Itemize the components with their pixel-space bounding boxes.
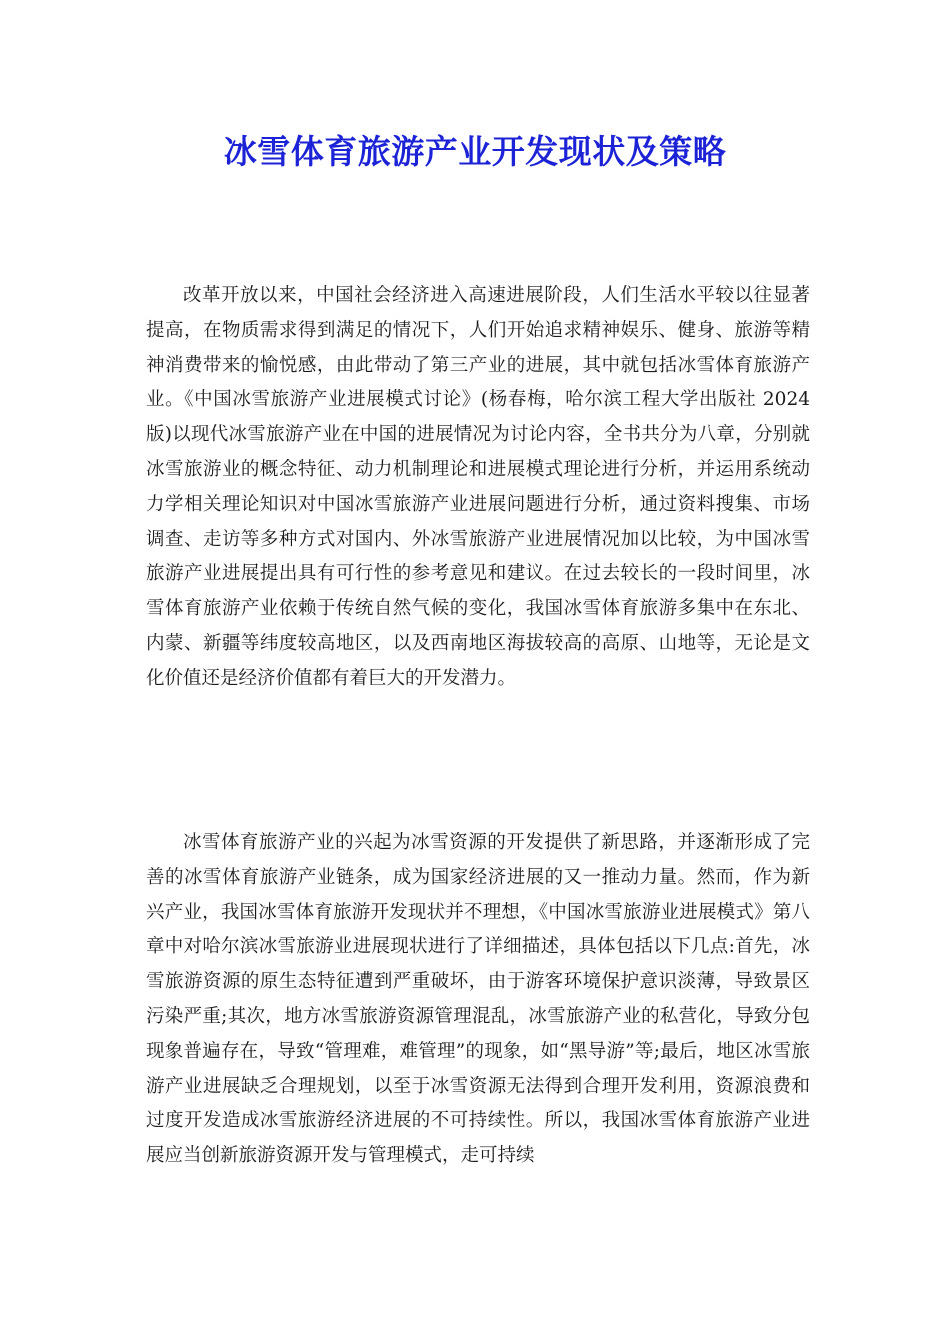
paragraph-development-status: 冰雪体育旅游产业的兴起为冰雪资源的开发提供了新思路，并逐渐形成了完善的冰雪体育旅游产业链条，成为国家经济进展的又一推动力量。然而，作为新兴产业，我国冰雪体育旅游开发现状并不理想，《中国冰雪旅游业进展模式》第八章中对哈尔滨冰雪旅游业进展现状进行了详细描述，具体包括以下几点:首先，冰雪旅游资源的原生态特征遭到严重破坏，由于游客环境保护意识淡薄，导致景区污染严重;其次，地方冰雪旅游资源管理混乱，冰雪旅游产业的私营化，导致分包现象普遍存在，导致“管理难，难管理”的现象，如“黑导游”等;最后，地区冰雪旅游产业进展缺乏合理规划，以至于冰雪资源无法得到合理开发利用，资源浪费和过度开发造成冰雪旅游经济进展的不可持续性。所以，我国冰雪体育旅游产业进展应当创新旅游资源开发与管理模式，走可持续 [146,832,810,1167]
paragraph-intro: 改革开放以来，中国社会经济进入高速进展阶段，人们生活水平较以往显著提高，在物质需求得到满足的情况下，人们开始追求精神娱乐、健身、旅游等精神消费带来的愉悦感，由此带动了第三产业的进展，其中就包括冰雪体育旅游产业。《中国冰雪旅游产业进展模式讨论》(杨春梅，哈尔滨工程大学出版社 2024 版)以现代冰雪旅游产业在中国的进展情况为讨论内容，全书共分为八章，分别就冰雪旅游业的概念特征、动力机制理论和进展模式理论进行分析，并运用系统动力学相关理论知识对中国冰雪旅游产业进展问题进行分析，通过资料搜集、市场调查、走访等多种方式对国内、外冰雪旅游产业进展情况加以比较，为中国冰雪旅游产业进展提出具有可行性的参考意见和建议。在过去较长的一段时间里，冰雪体育旅游产业依赖于传统自然气候的变化，我国冰雪体育旅游多集中在东北、内蒙、新疆等纬度较高地区，以及西南地区海拔较高的高原、山地等，无论是文化价值还是经济价值都有着巨大的开发潜力。 [146,285,810,689]
document-title: 冰雪体育旅游产业开发现状及策略 [223,132,727,171]
